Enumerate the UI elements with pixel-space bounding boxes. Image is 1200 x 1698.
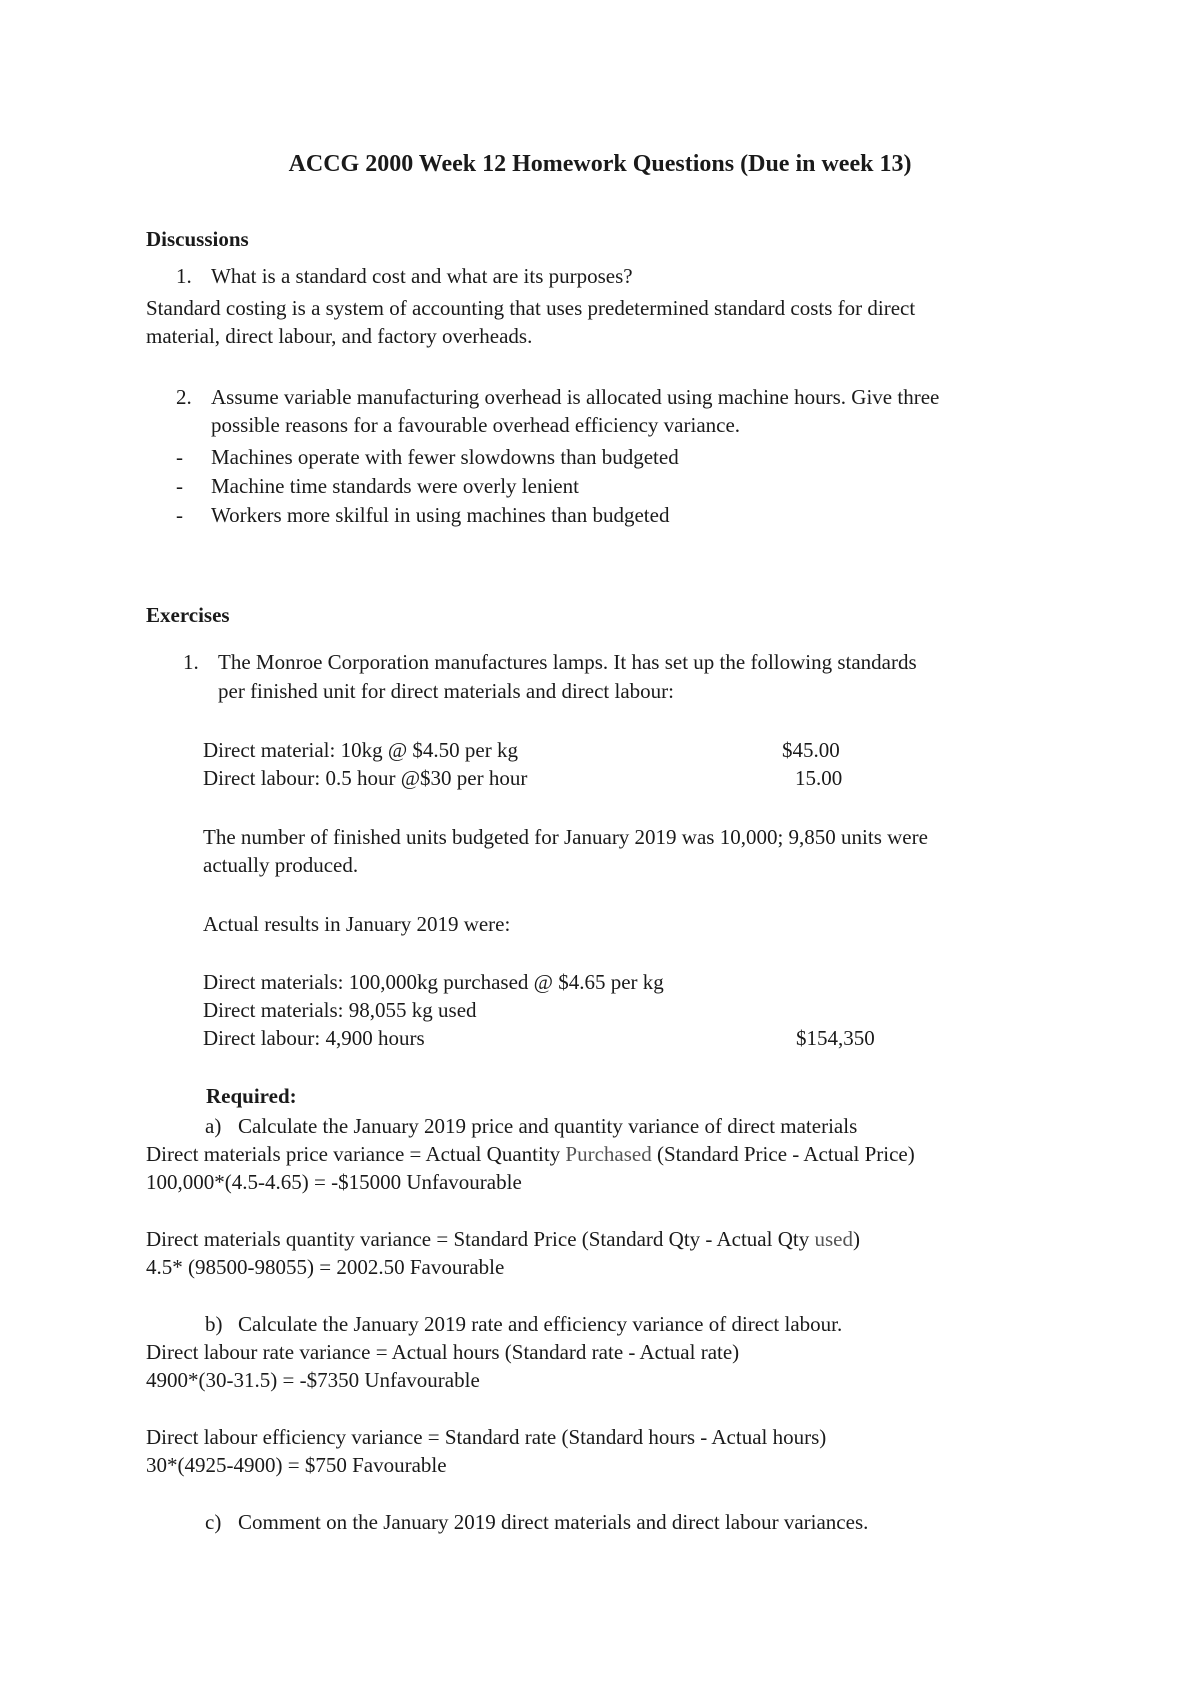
formula-line xyxy=(146,1225,860,1253)
exercise-text: The Monroe Corporation manufactures lamps. It has set up the following standards xyxy=(218,650,917,674)
actual-intro: Actual results in January 2019 were: xyxy=(203,912,511,936)
question-number: 1. xyxy=(176,264,192,288)
formula-line: Direct labour rate variance = Actual hours (Standard rate - Actual rate) xyxy=(146,1340,740,1364)
formula-highlight: used xyxy=(814,1227,853,1251)
discussions-heading: Discussions xyxy=(146,227,249,251)
part-label: b) xyxy=(205,1312,223,1336)
standard-amount: 15.00 xyxy=(795,766,843,790)
budget-text: actually produced. xyxy=(203,853,359,877)
calculation-line: 30*(4925-4900) = $750 Favourable xyxy=(146,1453,447,1477)
answer-text: material, direct labour, and factory overheads. xyxy=(146,324,533,348)
bullet-dash: - xyxy=(176,445,183,469)
standard-label: Direct material: 10kg @ $4.50 per kg xyxy=(203,738,518,762)
formula-text: Direct materials quantity variance = Standard Price (Standard Qty - Actual Qty xyxy=(146,1227,815,1251)
question-text: What is a standard cost and what are its purposes? xyxy=(211,264,633,288)
actual-label: Direct materials: 100,000kg purchased @ $4.65 per kg xyxy=(203,970,664,994)
part-text: Calculate the January 2019 price and quantity variance of direct materials xyxy=(238,1114,858,1138)
exercise-text: per finished unit for direct materials and direct labour: xyxy=(218,679,675,703)
answer-text: Standard costing is a system of accounting that uses predetermined standard costs for direct xyxy=(146,296,916,320)
exercises-heading: Exercises xyxy=(146,603,230,627)
question-text: possible reasons for a favourable overhead efficiency variance. xyxy=(211,413,741,437)
bullet-dash: - xyxy=(176,474,183,498)
question-text: Assume variable manufacturing overhead is allocated using machine hours. Give three xyxy=(211,385,940,409)
calculation-line: 100,000*(4.5-4.65) = -$15000 Unfavourable xyxy=(146,1170,522,1194)
calculation-line: 4.5* (98500-98055) = 2002.50 Favourable xyxy=(146,1255,505,1279)
question-number: 2. xyxy=(176,385,192,409)
calculation-line: 4900*(30-31.5) = -$7350 Unfavourable xyxy=(146,1368,480,1392)
bullet-item: Machines operate with fewer slowdowns than budgeted xyxy=(211,445,679,469)
actual-amount: $154,350 xyxy=(796,1026,875,1050)
actual-label: Direct materials: 98,055 kg used xyxy=(203,998,477,1022)
budget-text: The number of finished units budgeted for January 2019 was 10,000; 9,850 units were xyxy=(203,825,928,849)
formula-line xyxy=(146,1140,915,1168)
page-title: ACCG 2000 Week 12 Homework Questions (Due in week 13) xyxy=(288,151,912,177)
part-text: Comment on the January 2019 direct materials and direct labour variances. xyxy=(238,1510,869,1534)
required-heading: Required: xyxy=(206,1084,297,1108)
formula-text: (Standard Price - Actual Price) xyxy=(651,1142,915,1166)
part-label: c) xyxy=(205,1510,222,1534)
standard-amount: $45.00 xyxy=(782,738,840,762)
formula-text: Direct materials price variance = Actual Quantity xyxy=(146,1142,566,1166)
bullet-item: Machine time standards were overly lenient xyxy=(211,474,579,498)
exercise-number: 1. xyxy=(183,650,199,674)
standard-label: Direct labour: 0.5 hour @$30 per hour xyxy=(203,766,528,790)
formula-line: Direct labour efficiency variance = Standard rate (Standard hours - Actual hours) xyxy=(146,1425,827,1449)
formula-highlight: Purchased xyxy=(565,1142,652,1166)
part-text: Calculate the January 2019 rate and efficiency variance of direct labour. xyxy=(238,1312,843,1336)
part-label: a) xyxy=(205,1114,222,1138)
formula-text: ) xyxy=(852,1227,860,1251)
actual-label: Direct labour: 4,900 hours xyxy=(203,1026,425,1050)
bullet-dash: - xyxy=(176,503,183,527)
bullet-item: Workers more skilful in using machines than budgeted xyxy=(211,503,670,527)
